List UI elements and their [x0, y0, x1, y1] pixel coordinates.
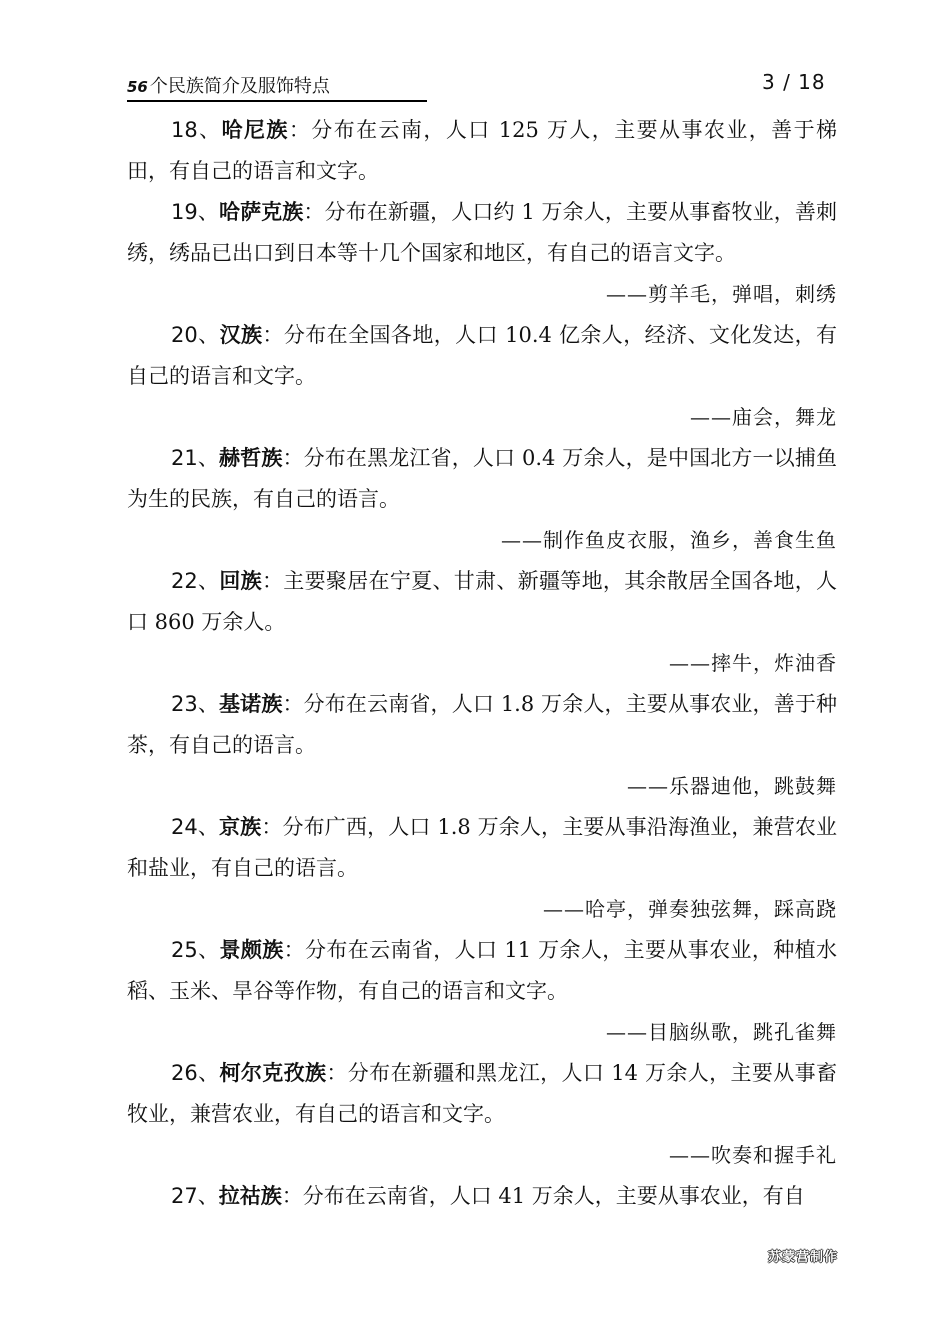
document-body [127, 110, 837, 1217]
entry-text: ：主要聚居在宁夏、甘肃、新疆等地，其余散居全国各地，人口 860 万余人。 [127, 569, 837, 634]
custom-note: ——摔牛，炸油香 [669, 651, 837, 675]
page-number: 3 / 18 [762, 70, 826, 94]
header-number: 56 [127, 78, 148, 96]
entry-20 [127, 315, 837, 438]
ethnic-name: 景颇族 [219, 938, 284, 962]
entry-index: 21、 [171, 446, 220, 470]
custom-note: ——制作鱼皮衣服，渔乡，善食生鱼 [501, 528, 837, 552]
entry-27 [127, 1176, 837, 1217]
ethnic-name: 哈尼族 [221, 118, 289, 142]
entry-text: ：分布在全国各地，人口 10.4 亿余人，经济、文化发达，有自己的语言和文字。 [127, 323, 837, 388]
entry-text: ：分布在云南省，人口 1.8 万余人，主要从事农业，善于种茶，有自己的语言。 [127, 692, 837, 757]
page-header [127, 72, 427, 102]
entry-19 [127, 192, 837, 315]
entry-index: 25、 [171, 938, 220, 962]
entry-text: ：分布在黑龙江省，人口 0.4 万余人，是中国北方一以捕鱼为生的民族，有自己的语言。 [127, 446, 837, 511]
entry-24 [127, 807, 837, 930]
custom-note: ——剪羊毛，弹唱，刺绣 [606, 282, 837, 306]
custom-note: ——目脑纵歌，跳孔雀舞 [606, 1020, 837, 1044]
custom-note: ——庙会，舞龙 [690, 405, 837, 429]
entry-index: 19、 [171, 200, 219, 224]
custom-note: ——乐器迪他，跳鼓舞 [627, 774, 837, 798]
entry-22 [127, 561, 837, 684]
header-title: 个民族简介及服饰特点 [149, 76, 330, 97]
ethnic-name: 汉族 [219, 323, 263, 347]
entry-18 [127, 110, 837, 192]
entry-text: ：分布广西，人口 1.8 万余人，主要从事沿海渔业，兼营农业和盐业，有自己的语言。 [127, 815, 838, 880]
entry-text: ：分布在云南省，人口 11 万余人，主要从事农业，种植水稻、玉米、旱谷等作物，有自己的语言和文字。 [127, 938, 837, 1003]
entry-index: 20、 [171, 323, 220, 347]
custom-note: ——吹奏和握手礼 [669, 1143, 837, 1167]
entry-index: 27、 [171, 1184, 219, 1208]
footer-credit: 苏蒙营制作 [767, 1250, 838, 1265]
entry-21 [127, 438, 837, 561]
ethnic-name: 回族 [219, 569, 262, 593]
entry-index: 18、 [171, 118, 222, 142]
entry-23 [127, 684, 837, 807]
ethnic-name: 京族 [219, 815, 262, 839]
entry-index: 23、 [171, 692, 220, 716]
entry-text: ：分布在云南，人口 125 万人，主要从事农业，善于梯田，有自己的语言和文字。 [127, 118, 838, 183]
entry-index: 22、 [171, 569, 220, 593]
entry-text: ：分布在云南省，人口 41 万余人，主要从事农业，有自 [281, 1184, 805, 1208]
entry-index: 24、 [171, 815, 220, 839]
ethnic-name: 拉祜族 [218, 1184, 282, 1208]
ethnic-name: 基诺族 [219, 692, 283, 716]
ethnic-name: 哈萨克族 [218, 200, 304, 224]
entry-index: 26、 [171, 1061, 220, 1085]
entry-text: ：分布在新疆，人口约 1 万余人，主要从事畜牧业，善刺绣，绣品已出口到日本等十几个国家和地区，有自己的语言文字。 [127, 200, 837, 265]
entry-26 [127, 1053, 837, 1176]
custom-note: ——哈亭，弹奏独弦舞，踩高跷 [543, 897, 837, 921]
entry-text: ：分布在新疆和黑龙江，人口 14 万余人，主要从事畜牧业，兼营农业，有自己的语言和文字。 [127, 1061, 837, 1126]
ethnic-name: 赫哲族 [219, 446, 283, 470]
ethnic-name: 柯尔克孜族 [219, 1061, 327, 1085]
entry-25 [127, 930, 837, 1053]
